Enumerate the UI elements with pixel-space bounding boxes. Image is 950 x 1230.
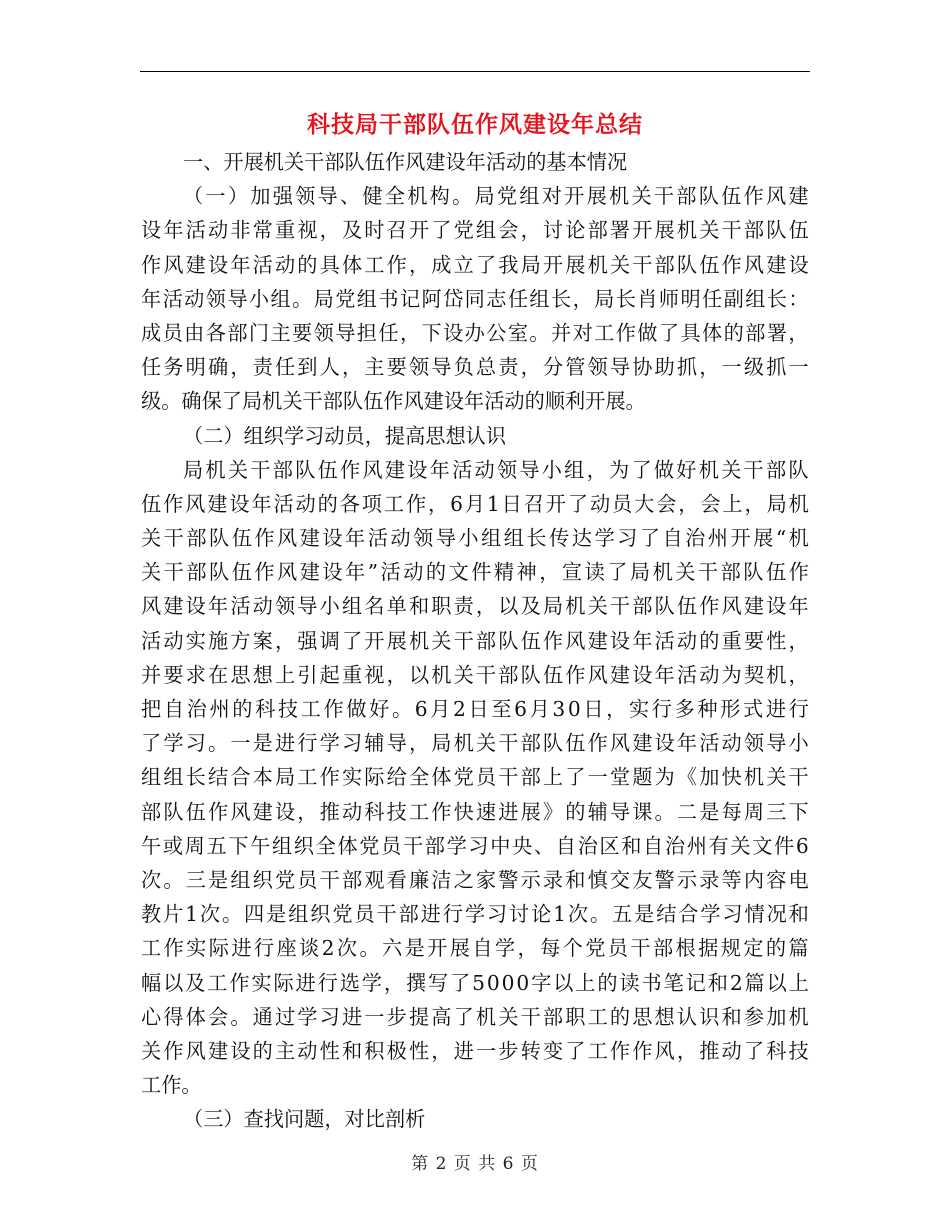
paragraph-first-line: （三）查找问题，对比剖析 — [183, 1107, 426, 1132]
paragraph-line: 级。确保了局机关干部队伍作风建设年活动的顺利开展。 — [141, 389, 646, 414]
document-title: 科技局干部队伍作风建设年总结 — [307, 112, 643, 138]
document-body — [141, 145, 809, 1136]
paragraph-line: 并 要 求 在 思 想 上 引 起 重 视 ， 以 机 关 干 部 队 伍 作 风 建 设 年 活 动 为 契 机 ， — [141, 662, 809, 687]
paragraph-line: 关 干 部 队 伍 作 风 建 设 年 活 动 领 导 小 组 组 长 传 达 学 习 了 自 治 州 开 展 “ 机 — [141, 526, 809, 551]
paragraph-first-line: 一、开展机关干部队伍作风建设年活动的基本情况 — [183, 150, 628, 174]
paragraph-line: 工作。 — [141, 1073, 202, 1098]
paragraph-line: 任 务 明 确 ， 责 任 到 人 ， 主 要 领 导 负 总 责 ， 分 管 领 导 协 助 抓 ， 一 级 抓 一 — [141, 355, 809, 380]
paragraph-line: 关 作 风 建 设 的 主 动 性 和 积 极 性 ， 进 一 步 转 变 了 工 作 作 风 ， 推 动 了 科 技 — [141, 1038, 809, 1063]
paragraph-line: 组 组 长 结 合 本 局 工 作 实 际 给 全 体 党 员 干 部 上 了 一 堂 题 为 《 加 快 机 关 干 — [141, 765, 809, 790]
paragraph-line: 风 建 设 年 活 动 领 导 小 组 名 单 和 职 责 ， 以 及 局 机 关 干 部 队 伍 作 风 建 设 年 — [141, 594, 809, 619]
paragraph-first-line: （二）组织学习动员，提高思想认识 — [183, 423, 507, 448]
paragraph-line: 幅 以 及 工 作 实 际 进 行 选 学 ， 撰 写 了 5 0 0 0 字 以 上 的 读 书 笔 记 和 2 篇 以 上 — [141, 970, 809, 995]
paragraph-line: 了 学 习 。 一 是 进 行 学 习 辅 导 ， 局 机 关 干 部 队 伍 作 风 建 设 年 活 动 领 导 小 — [141, 731, 809, 756]
paragraph-line: 部 队 伍 作 风 建 设 ， 推 动 科 技 工 作 快 速 进 展 》 的 辅 导 课 。 二 是 每 周 三 下 — [141, 799, 809, 824]
paragraph-line: 次 。 三 是 组 织 党 员 干 部 观 看 廉 洁 之 家 警 示 录 和 慎 交 友 警 示 录 等 内 容 电 — [141, 867, 809, 892]
paragraph-line: 教 片 1 次 。 四 是 组 织 党 员 干 部 进 行 学 习 讨 论 1 次 。 五 是 结 合 学 习 情 况 和 — [141, 902, 809, 927]
paragraph-line: 成 员 由 各 部 门 主 要 领 导 担 任 ， 下 设 办 公 室 。 并 对 工 作 做 了 具 体 的 部 署 ， — [141, 320, 809, 345]
paragraph-line: 设 年 活 动 非 常 重 视 ， 及 时 召 开 了 党 组 会 ， 讨 论 部 署 开 展 机 关 干 部 队 伍 — [141, 218, 809, 243]
paragraph-first-line: （ 一 ） 加 强 领 导 、 健 全 机 构 。 局 党 组 对 开 展 机 关 干 部 队 伍 作 风 建 — [183, 184, 809, 209]
paragraph-line: 午 或 周 五 下 午 组 织 全 体 党 员 干 部 学 习 中 央 、 自 治 区 和 自 治 州 有 关 文 件 6 — [141, 833, 809, 858]
header-rule — [140, 71, 810, 72]
paragraph-line: 关 干 部 队 伍 作 风 建 设 年 ” 活 动 的 文 件 精 神 ， 宣 读 了 局 机 关 干 部 队 伍 作 — [141, 560, 809, 585]
paragraph-line: 工 作 实 际 进 行 座 谈 2 次 。 六 是 开 展 自 学 ， 每 个 党 员 干 部 根 据 规 定 的 篇 — [141, 936, 809, 961]
paragraph-line: 活 动 实 施 方 案 ， 强 调 了 开 展 机 关 干 部 队 伍 作 风 建 设 年 活 动 的 重 要 性 ， — [141, 628, 809, 653]
page-number-footer: 第 2 页 共 6 页 — [411, 1154, 539, 1174]
paragraph-line: 年 活 动 领 导 小 组 。 局 党 组 书 记 阿 岱 同 志 任 组 长 ， 局 长 肖 师 明 任 副 组 长 ： — [141, 286, 809, 311]
paragraph-line: 伍 作 风 建 设 年 活 动 的 各 项 工 作 ， 6 月 1 日 召 开 了 动 员 大 会 ， 会 上 ， 局 机 — [141, 491, 809, 516]
paragraph-line: 把 自 治 州 的 科 技 工 作 做 好 。 6 月 2 日 至 6 月 3 0 日 ， 实 行 多 种 形 式 进 行 — [141, 697, 809, 721]
paragraph-line: 作 风 建 设 年 活 动 的 具 体 工 作 ， 成 立 了 我 局 开 展 机 关 干 部 队 伍 作 风 建 设 — [141, 252, 809, 277]
paragraph-first-line: 局 机 关 干 部 队 伍 作 风 建 设 年 活 动 领 导 小 组 ， 为 了 做 好 机 关 干 部 队 — [183, 457, 809, 482]
paragraph-line: 心 得 体 会 。 通 过 学 习 进 一 步 提 高 了 机 关 干 部 职 工 的 思 想 认 识 和 参 加 机 — [141, 1004, 809, 1029]
